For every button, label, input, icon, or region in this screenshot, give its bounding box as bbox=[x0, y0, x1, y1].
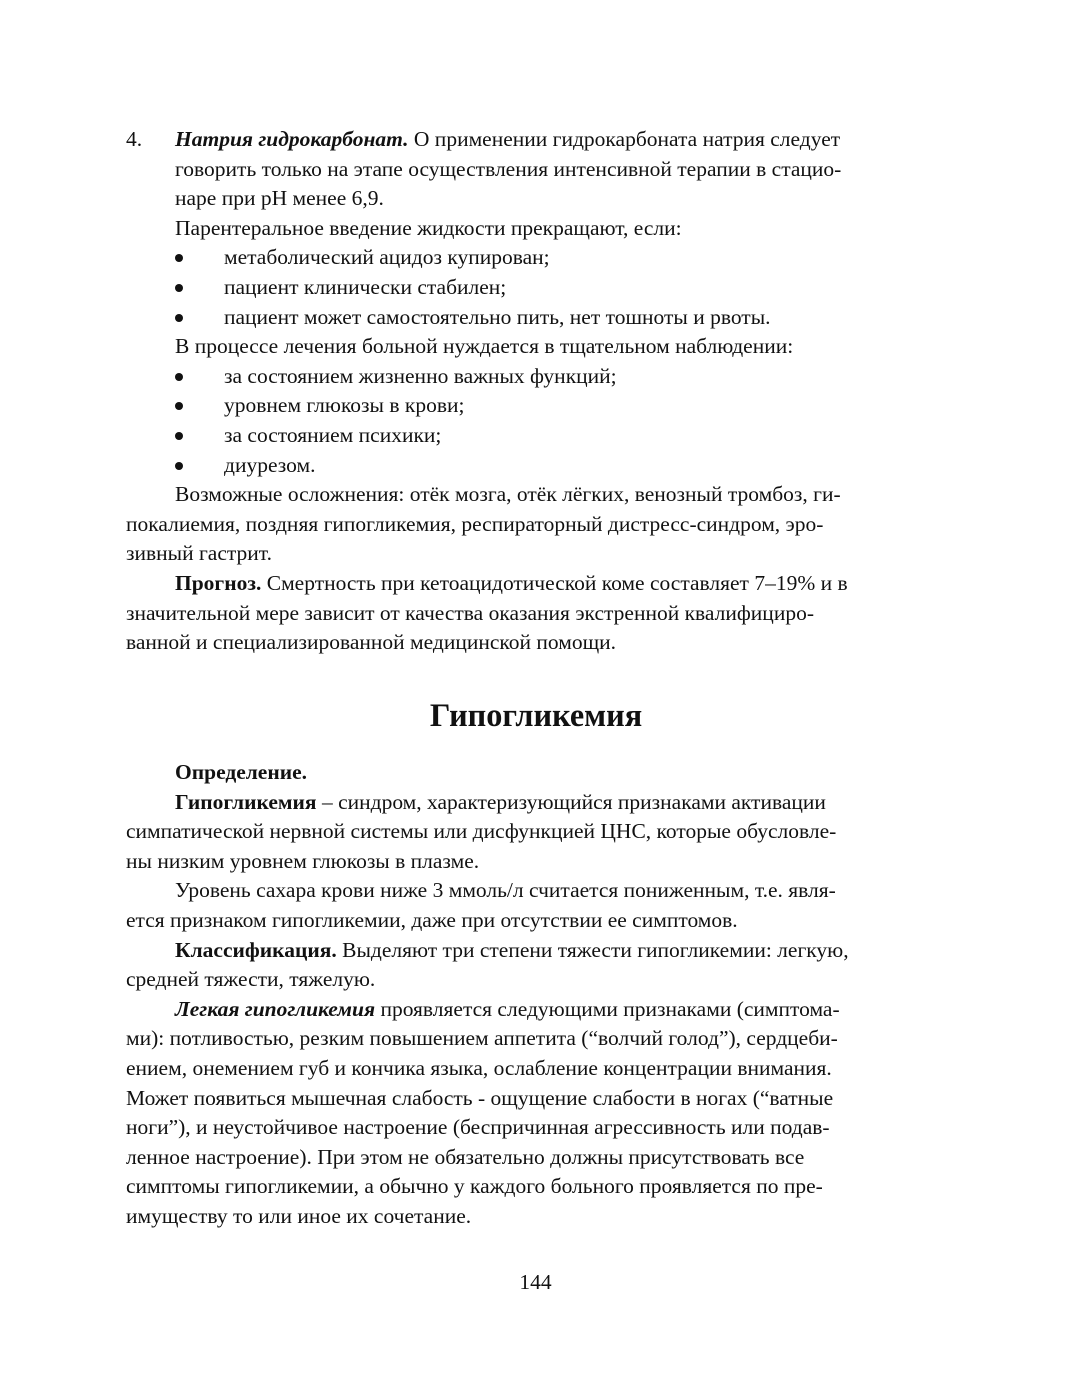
item-text-line-2: говорить только на этапе осуществления интенсивной терапии в стацио- bbox=[175, 156, 842, 181]
complications-paragraph bbox=[126, 480, 946, 569]
mild-hypoglycemia-paragraph bbox=[126, 995, 946, 1232]
mild-line-7: симптомы гипогликемии, а обычно у каждого больного проявляется по пре- bbox=[126, 1174, 823, 1199]
list-item bbox=[126, 273, 946, 303]
hypoglycemia-section bbox=[126, 758, 946, 1232]
mild-line-2: ми): потливостью, резким повышением аппетита (“волчий голод”), сердцеби- bbox=[126, 1026, 838, 1051]
bullet-icon bbox=[175, 314, 183, 322]
complications-line-3: зивный гастрит. bbox=[126, 541, 272, 566]
list-item bbox=[126, 303, 946, 333]
item-text-line-3: наре при pH менее 6,9. bbox=[175, 186, 384, 211]
bullet-icon bbox=[175, 254, 183, 262]
definition-paragraph bbox=[126, 788, 946, 877]
definition-line-1: – синдром, характеризующийся признаками активации bbox=[321, 789, 826, 814]
item-title: Натрия гидрокарбонат. bbox=[175, 127, 409, 151]
list-item-text: пациент клинически стабилен; bbox=[224, 274, 507, 299]
mild-line-5: ноги”), и неустойчивое настроение (беспричинная агрессивность или подав- bbox=[126, 1115, 830, 1140]
prognosis-line-1: Смертность при кетоацидотической коме составляет 7–19% и в bbox=[266, 570, 848, 595]
list-item-text: пациент может самостоятельно пить, нет тошноты и рвоты. bbox=[224, 304, 771, 329]
classification-label: Классификация. bbox=[175, 937, 337, 962]
item-text-line-1: О применении гидрокарбоната натрия следует bbox=[413, 127, 841, 151]
monitoring-list bbox=[126, 362, 946, 480]
list-item-text: за состоянием психики; bbox=[224, 422, 442, 447]
list-item-text: уровнем глюкозы в крови; bbox=[224, 393, 465, 418]
numbered-item-4 bbox=[126, 125, 946, 214]
bullet-icon bbox=[175, 373, 183, 381]
list-item-text: за состоянием жизненно важных функций; bbox=[224, 363, 617, 388]
prognosis-paragraph bbox=[126, 569, 946, 658]
classification-paragraph bbox=[126, 936, 946, 995]
classification-line-2: средней тяжести, тяжелую. bbox=[126, 967, 376, 992]
bullet-icon bbox=[175, 462, 183, 470]
sugar-level-line-1: Уровень сахара крови ниже 3 ммоль/л считается пониженным, т.е. явля- bbox=[175, 878, 836, 903]
prognosis-line-2: значительной мере зависит от качества оказания экстренной квалифициро- bbox=[126, 600, 814, 625]
stop-criteria-intro: Парентеральное введение жидкости прекращают, если: bbox=[175, 215, 682, 240]
mild-line-3: ением, онемением губ и кончика языка, ослабление концентрации внимания. bbox=[126, 1055, 832, 1080]
page-content bbox=[126, 125, 946, 1228]
complications-line-1: Возможные осложнения: отёк мозга, отёк лёгких, венозный тромбоз, ги- bbox=[175, 482, 841, 507]
list-item bbox=[126, 243, 946, 273]
list-item bbox=[126, 451, 946, 481]
definition-label: Определение. bbox=[175, 760, 308, 784]
list-item bbox=[126, 391, 946, 421]
mild-line-6: ленное настроение). При этом не обязательно должны присутствовать все bbox=[126, 1144, 805, 1169]
definition-line-3: ны низким уровнем глюкозы в плазме. bbox=[126, 848, 480, 873]
monitoring-intro: В процессе лечения больной нуждается в тщательном наблюдении: bbox=[175, 334, 794, 359]
bullet-icon bbox=[175, 402, 183, 410]
mild-line-8: имуществу то или иное их сочетание. bbox=[126, 1203, 472, 1228]
list-item bbox=[126, 421, 946, 451]
prognosis-line-3: ванной и специализированной медицинской помощи. bbox=[126, 630, 617, 655]
definition-line-2: симпатической нервной системы или дисфункцией ЦНС, которые обусловле- bbox=[126, 819, 837, 844]
section-heading: Гипогликемия bbox=[429, 697, 643, 733]
page-number: 144 bbox=[519, 1270, 552, 1294]
complications-line-2: покалиемия, поздняя гипогликемия, респираторный дистресс-синдром, эро- bbox=[126, 511, 824, 536]
definition-term: Гипогликемия bbox=[175, 789, 317, 814]
mild-hypoglycemia-term: Легкая гипогликемия bbox=[175, 996, 376, 1021]
sugar-level-paragraph bbox=[126, 876, 946, 935]
prognosis-label: Прогноз. bbox=[175, 570, 262, 595]
list-item-text: метаболический ацидоз купирован; bbox=[224, 245, 550, 270]
mild-line-4: Может появиться мышечная слабость - ощущение слабости в ногах (“ватные bbox=[126, 1085, 834, 1110]
list-item-text: диурезом. bbox=[224, 452, 316, 477]
stop-criteria-list bbox=[126, 243, 946, 332]
bullet-icon bbox=[175, 432, 183, 440]
item-number: 4. bbox=[126, 127, 143, 151]
mild-line-1: проявляется следующими признаками (симптома- bbox=[380, 996, 840, 1021]
bullet-icon bbox=[175, 284, 183, 292]
classification-line-1: Выделяют три степени тяжести гипогликемии: легкую, bbox=[342, 937, 849, 962]
list-item bbox=[126, 362, 946, 392]
sugar-level-line-2: ется признаком гипогликемии, даже при отсутствии ее симптомов. bbox=[126, 907, 738, 932]
